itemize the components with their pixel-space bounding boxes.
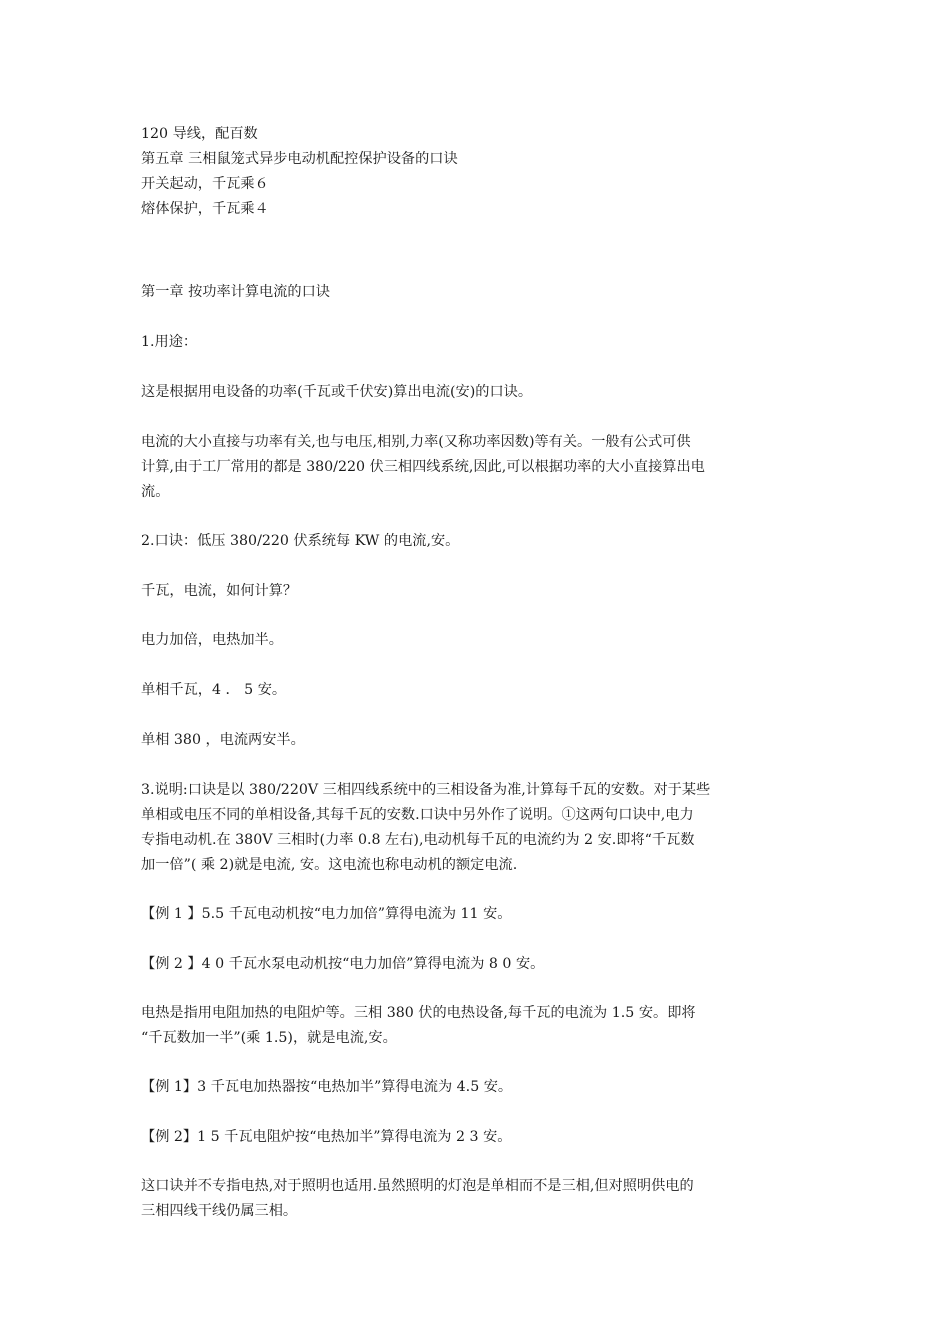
- paragraph-line: 单相或电压不同的单相设备,其每千瓦的安数.口诀中另外作了说明。①这两句口诀中,电力: [141, 807, 694, 823]
- section-title-verse: 2.口诀：低压 380/220 伏系统每 KW 的电流,安。: [141, 533, 460, 549]
- paragraph-line: 计算,由于工厂常用的都是 380/220 伏三相四线系统,因此,可以根据功率的大小直接算出电: [141, 459, 705, 475]
- paragraph-intro: [141, 430, 813, 505]
- example-line: 【例 2】1 5 千瓦电阻炉按“电热加半”算得电流为 2 3 安。: [141, 1129, 512, 1145]
- header-line: 120 导线，配百数: [141, 126, 258, 142]
- paragraph-line: 电流的大小直接与功率有关,也与电压,相别,力率(又称功率因数)等有关。一般有公式可供: [141, 434, 691, 450]
- verse-line: 单相 380 ，电流两安半。: [141, 732, 305, 748]
- example-line: 【例 2 】4 0 千瓦水泵电动机按“电力加倍”算得电流为 8 0 安。: [141, 956, 545, 972]
- paragraph-purpose: 这是根据用电设备的功率(千瓦或千伏安)算出电流(安)的口诀。: [141, 384, 533, 400]
- paragraph-heating: [141, 1001, 813, 1051]
- example-line: 【例 1 】5.5 千瓦电动机按“电力加倍”算得电流为 11 安。: [141, 906, 512, 922]
- document-page: [141, 122, 813, 1224]
- paragraph-line: “千瓦数加一半”(乘 1.5)，就是电流,安。: [141, 1030, 397, 1046]
- header-block: [141, 122, 813, 222]
- paragraph-line: 这口诀并不专指电热,对于照明也适用.虽然照明的灯泡是单相而不是三相,但对照明供电的: [141, 1178, 694, 1194]
- example-line: 【例 1】3 千瓦电加热器按“电热加半”算得电流为 4.5 安。: [141, 1079, 513, 1095]
- header-line: 熔体保护，千瓦乘４: [141, 201, 269, 217]
- verse-line: 电力加倍，电热加半。: [141, 632, 283, 648]
- paragraph-line: 电热是指用电阻加热的电阻炉等。三相 380 伏的电热设备,每千瓦的电流为 1.5 安。即将: [141, 1005, 696, 1021]
- paragraph-explanation: [141, 778, 813, 878]
- paragraph-line: 流。: [141, 484, 170, 500]
- paragraph-line: 三相四线干线仍属三相。: [141, 1203, 298, 1219]
- verse-line: 单相千瓦，4 ． 5 安。: [141, 682, 287, 698]
- paragraph-line: 加一倍”( 乘 2)就是电流, 安。这电流也称电动机的额定电流.: [141, 857, 518, 873]
- verse-line: 千瓦，电流，如何计算？: [141, 583, 298, 599]
- header-line: 开关起动，千瓦乘６: [141, 176, 269, 192]
- paragraph-line: 专指电动机.在 380V 三相时(力率 0.8 左右),电动机每千瓦的电流约为 2 安.即将“千瓦数: [141, 832, 695, 848]
- paragraph-lighting: [141, 1174, 813, 1224]
- paragraph-line: 3.说明:口诀是以 380/220V 三相四线系统中的三相设备为准,计算每千瓦的安数。对于某些: [141, 782, 711, 798]
- section-title-purpose: 1.用途：: [141, 334, 198, 350]
- header-line: 第五章 三相鼠笼式异步电动机配控保护设备的口诀: [141, 151, 458, 167]
- chapter-title: 第一章 按功率计算电流的口诀: [141, 284, 330, 300]
